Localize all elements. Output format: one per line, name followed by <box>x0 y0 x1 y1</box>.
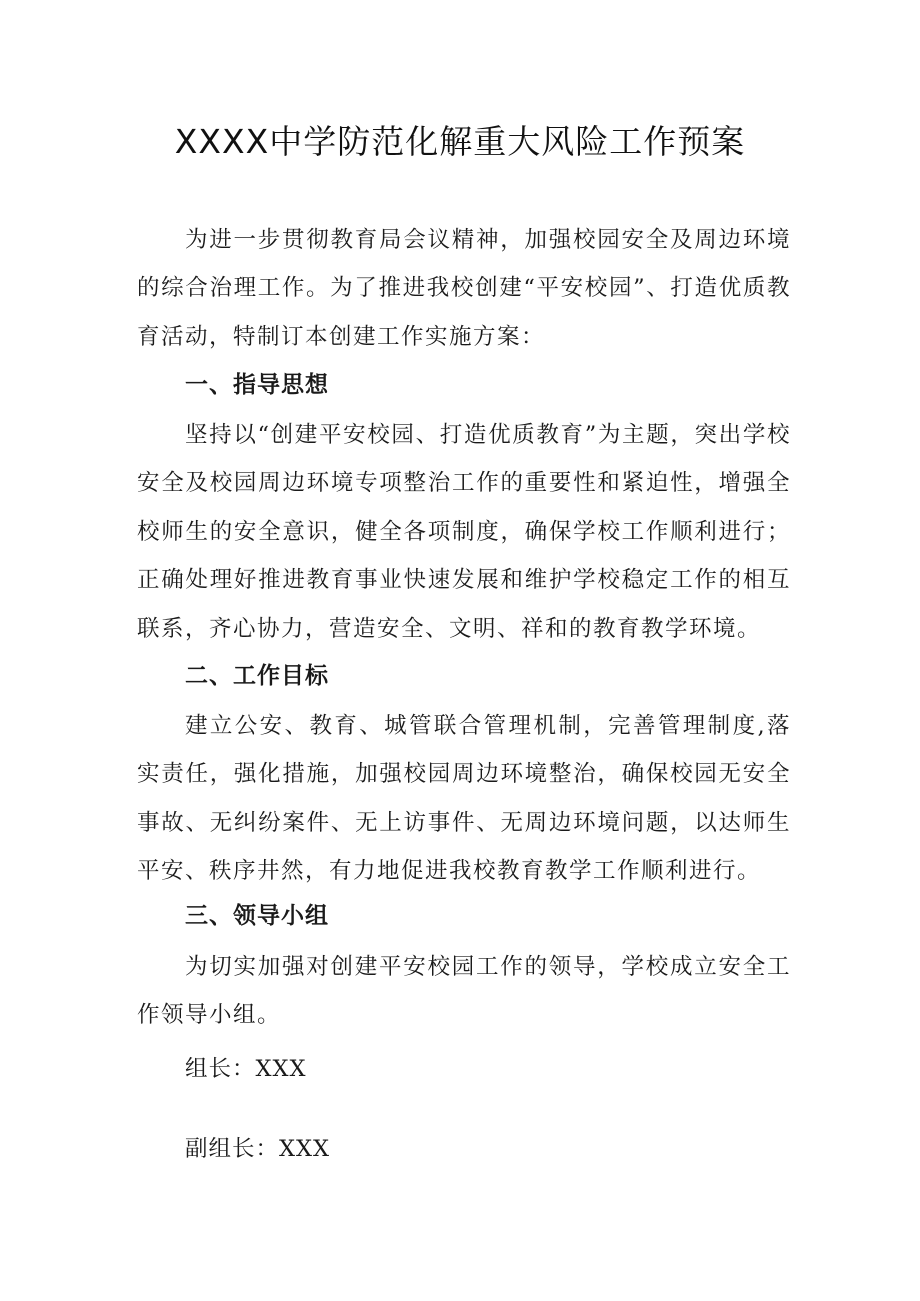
deputy-leader-line: 副组长：XXX <box>185 1136 331 1162</box>
document-title: XXXX中学防范化解重大风险工作预案 <box>174 122 746 161</box>
section-heading-guiding-ideology: 一、指导思想 <box>185 372 329 398</box>
section-heading-leadership-group: 三、领导小组 <box>185 903 329 929</box>
section-body-guiding-ideology: 坚持以“创建平安校园、打造优质教育”为主题，突出学校安全及校园周边环境专项整治工作的重要性和紧迫性，增强全校师生的安全意识，健全各项制度，确保学校工作顺利进行；正确处理好推进教育事业快速发展和维护学校稳定工作的相互联系，齐心协力，营造安全、文明、祥和的教育教学环境。 <box>137 422 791 642</box>
section-heading-work-goals: 二、工作目标 <box>185 663 329 689</box>
section-body-leadership-group: 为切实加强对创建平安校园工作的领导，学校成立安全工作领导小组。 <box>137 954 791 1029</box>
intro-paragraph: 为进一步贯彻教育局会议精神，加强校园安全及周边环境的综合治理工作。为了推进我校创建“平安校园”、打造优质教育活动，特制订本创建工作实施方案： <box>137 227 791 350</box>
leader-line: 组长：XXX <box>185 1056 307 1082</box>
section-body-work-goals: 建立公安、教育、城管联合管理机制，完善管理制度,落实责任，强化措施，加强校园周边环境整治，确保校园无安全事故、无纠纷案件、无上访事件、无周边环境问题，以达师生平安、秩序井然，有力地促进我校教育教学工作顺利进行。 <box>137 713 791 885</box>
